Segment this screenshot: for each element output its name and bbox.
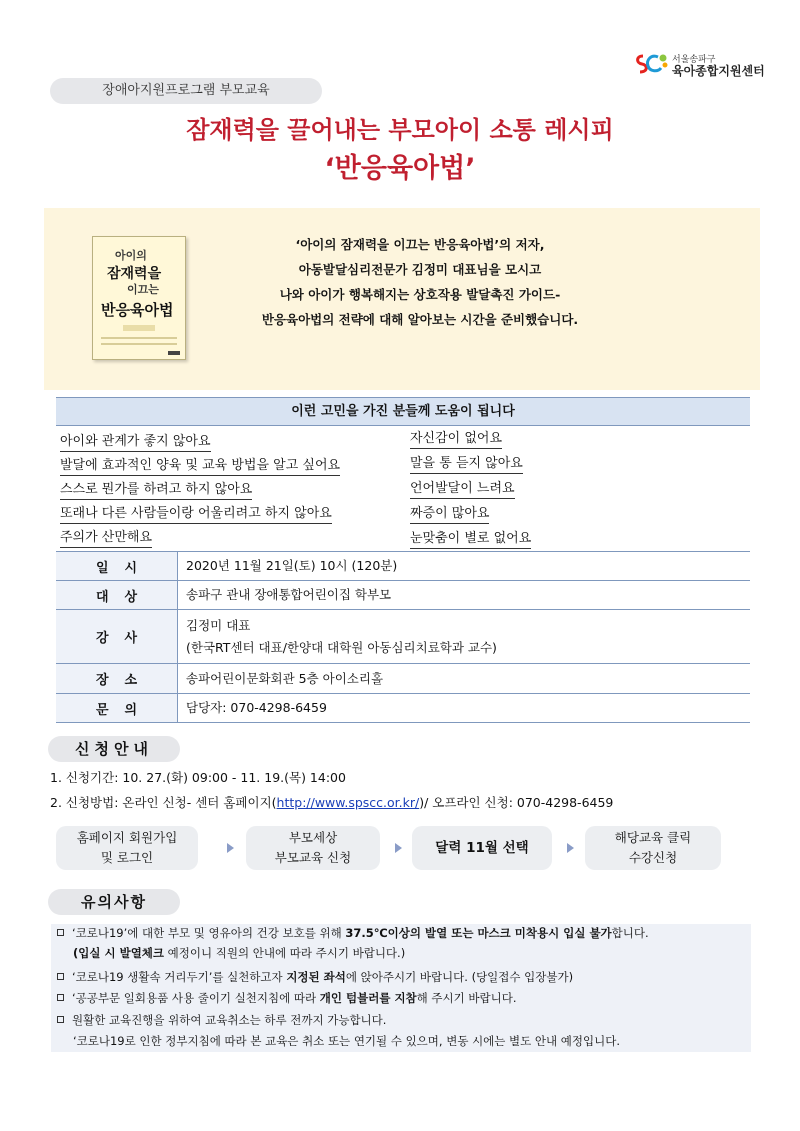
concern-item: 짜증이 많아요	[410, 505, 489, 524]
book-title-part: 이끄는	[127, 283, 159, 296]
intro-line: 나와 아이가 행복해지는 상호작용 발달촉진 가이드-	[279, 287, 561, 302]
info-row-lecturer	[56, 610, 750, 664]
info-value	[178, 581, 750, 609]
flow-step-signup	[56, 826, 198, 870]
info-label: 대상	[56, 581, 178, 609]
page-title: 잠재력을 끌어내는 부모아이 소통 레시피	[186, 116, 614, 144]
note-text: 해 주시기 바랍니다.	[416, 991, 517, 1005]
help-header: 이런 고민을 가진 분들께 도움이 됩니다	[56, 397, 750, 426]
note-text: 에 앉아주시기 바랍니다. (당일접수 입장불가)	[345, 970, 574, 984]
apply-method-suffix: )/ 오프라인 신청: 070-4298-6459	[419, 795, 614, 810]
info-label: 일시	[56, 552, 178, 580]
note-item	[73, 1032, 620, 1050]
note-text: 합니다.	[611, 926, 649, 940]
flow-step-enroll	[585, 826, 721, 870]
book-title-part: 반응육아법	[101, 301, 174, 319]
info-label: 장소	[56, 664, 178, 693]
note-item	[57, 1011, 386, 1029]
note-text: ‘코로나19로 인한 정부지침에 따라 본 교육은 취소 또는 연기될 수 있으며, 변동 시에는 별도 안내 예정입니다.	[73, 1034, 621, 1048]
note-emphasis: (입실 시 발열체크	[73, 946, 165, 960]
info-label: 강사	[56, 610, 178, 663]
center-logo	[634, 50, 774, 80]
concern-item: 주의가 산만해요	[60, 529, 152, 548]
intro-line: ‘아이의 잠재력을 이끄는 반응육아법’의 저자,	[295, 237, 545, 252]
arrow-right-icon	[567, 843, 574, 853]
apply-method-prefix: 2. 신청방법: 온라인 신청- 센터 홈페이지(	[50, 795, 277, 810]
notes-heading: 유의사항	[48, 889, 180, 915]
book-title-part: 아이의	[115, 249, 147, 262]
note-emphasis: 개인 텀블러를 지참	[319, 991, 417, 1005]
flow-step-apply	[246, 826, 380, 870]
apply-heading: 신청안내	[48, 736, 180, 762]
checkbox-bullet-icon	[57, 994, 64, 1001]
flow-step-line: 및 로그인	[100, 850, 154, 865]
info-row-place	[56, 664, 750, 694]
info-value	[178, 694, 750, 722]
intro-line: 반응육아법의 전략에 대해 알아보는 시간을 준비했습니다.	[261, 312, 579, 327]
date-value: 2020년 11월 21일(토) 10시 (120분)	[186, 558, 398, 573]
info-label: 문의	[56, 694, 178, 722]
checkbox-bullet-icon	[57, 1016, 64, 1023]
intro-box	[44, 208, 760, 390]
concern-item: 발달에 효과적인 양육 및 교육 방법을 알고 싶어요	[60, 457, 340, 476]
org-name: 육아종합지원센터	[672, 64, 765, 78]
concern-item: 눈맞춤이 별로 없어요	[410, 530, 531, 549]
note-text: ‘공공부문 일회용품 사용 줄이기 실천지침에 따라	[72, 991, 320, 1005]
flow-step-line: 수강신청	[628, 850, 678, 865]
info-row-contact	[56, 694, 750, 723]
note-item	[57, 989, 517, 1007]
arrow-right-icon	[395, 843, 402, 853]
flow-step-line: 홈페이지 회원가입	[76, 830, 178, 845]
concern-item: 언어발달이 느려요	[410, 480, 515, 499]
note-item	[57, 968, 573, 986]
book-author-band	[123, 325, 155, 331]
note-emphasis: 37.5℃이상의 발열 또는 마스크 미착용시 입실 불가	[345, 926, 612, 940]
book-title-part: 잠재력을	[107, 266, 162, 282]
flow-step-line: 부모세상	[288, 830, 338, 845]
info-row-target	[56, 581, 750, 610]
intro-line: 아동발달심리전문가 김정미 대표님을 모시고	[298, 262, 542, 277]
target-value: 송파구 관내 장애통합어린이집 학부모	[186, 587, 392, 602]
page-subtitle: ‘반응육아법’	[324, 153, 476, 184]
book-publisher-mark	[168, 351, 180, 355]
info-row-date	[56, 552, 750, 581]
info-value	[178, 610, 750, 663]
note-text: ‘코로나19’에 대한 부모 및 영유아의 건강 보호를 위해	[72, 926, 346, 940]
book-text-line	[101, 337, 177, 339]
note-text: 예정이니 직원의 안내에 따라 주시기 바랍니다.)	[164, 946, 406, 960]
arrow-right-icon	[227, 843, 234, 853]
checkbox-bullet-icon	[57, 929, 64, 936]
book-cover-image	[92, 236, 186, 360]
info-value	[178, 552, 750, 580]
flow-step-line: 해당교육 클릭	[614, 830, 692, 845]
info-table	[56, 551, 750, 723]
concern-item: 말을 통 듣지 않아요	[410, 455, 523, 474]
lecturer-name: 김정미 대표	[186, 617, 251, 633]
homepage-link[interactable]: http://www.spscc.or.kr/	[276, 795, 420, 810]
flow-step-line: 부모교육 신청	[274, 850, 352, 865]
place-value: 송파어린이문화회관 5층 아이소리홀	[186, 670, 384, 686]
checkbox-bullet-icon	[57, 973, 64, 980]
apply-period: 1. 신청기간: 10. 27.(화) 09:00 - 11. 19.(목) 14:00	[50, 770, 346, 785]
org-sub-label: 서울송파구	[672, 55, 716, 65]
lecturer-desc: (한국RT센터 대표/한양대 대학원 아동심리치료학과 교수)	[186, 639, 497, 655]
note-item	[57, 924, 649, 942]
concern-item: 또래나 다른 사람들이랑 어울리려고 하지 않아요	[60, 505, 332, 524]
intro-text	[220, 232, 620, 332]
flow-step-calendar	[412, 826, 552, 870]
book-text-line	[101, 343, 177, 345]
concern-item: 자신감이 없어요	[410, 430, 502, 449]
note-text: 원활한 교육진행을 위하여 교육취소는 하루 전까지 가능합니다.	[72, 1013, 387, 1027]
logo-mark-icon	[634, 52, 668, 76]
apply-method	[50, 792, 613, 813]
concern-item: 아이와 관계가 좋지 않아요	[60, 433, 211, 452]
program-label: 장애아지원프로그램 부모교육	[50, 78, 322, 104]
notes-box	[51, 924, 751, 1052]
concern-item: 스스로 뭔가를 하려고 하지 않아요	[60, 481, 252, 500]
flow-step-line: 달력 11월 선택	[435, 840, 529, 856]
note-text: ‘코로나19 생활속 거리두기’를 실천하고자	[72, 970, 287, 984]
note-item	[73, 944, 405, 962]
note-emphasis: 지정된 좌석	[286, 970, 346, 984]
info-value	[178, 664, 750, 693]
contact-value: 담당자: 070-4298-6459	[186, 700, 327, 715]
